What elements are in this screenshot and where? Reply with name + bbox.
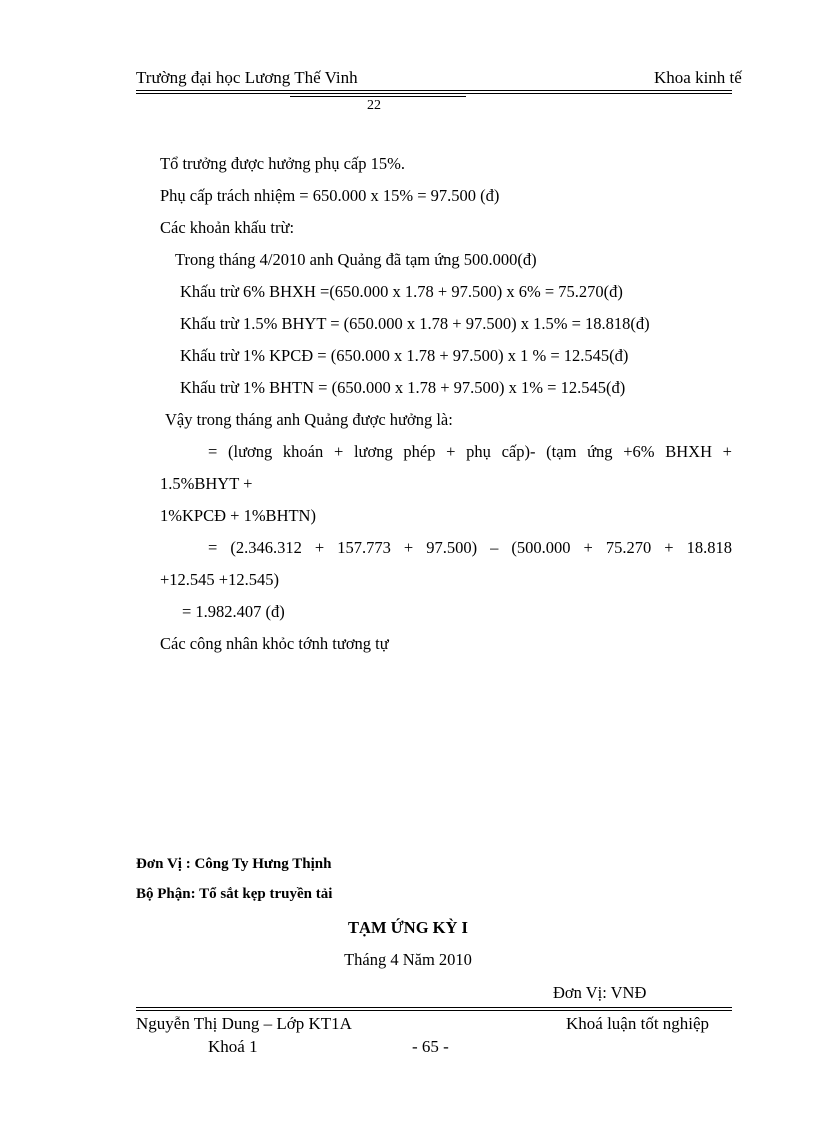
footer-author: Nguyễn Thị Dung – Lớp KT1A — [136, 1014, 352, 1033]
body-line: 1%KPCĐ + 1%BHTN) — [160, 506, 316, 525]
body-line: Tổ trưởng được hưởng phụ cấp 15%. — [160, 154, 406, 173]
body-line: Phụ cấp trách nhiệm = 650.000 x 15% = 97.500 (đ) — [160, 186, 500, 205]
body-line: +12.545 +12.545) — [160, 570, 279, 589]
table-title: TẠM ỨNG KỲ I — [348, 918, 468, 937]
body-line: = (lương khoán + lương phép + phụ cấp)- (tạm ứng +6% BHXH + — [208, 442, 732, 461]
body-line: Vậy trong tháng anh Quảng được hưởng là: — [165, 410, 453, 429]
header-page-ref: 22 — [367, 98, 381, 113]
body-line: Khấu trừ 1.5% BHYT = (650.000 x 1.78 + 97.500) x 1.5% = 18.818(đ) — [180, 314, 650, 333]
body-line: = 1.982.407 (đ) — [182, 602, 285, 621]
body-line: Các công nhân khỏc tớnh tương tự — [160, 634, 389, 653]
body-line: Các khoản khấu trừ: — [160, 218, 295, 237]
body-line: Khấu trừ 1% KPCĐ = (650.000 x 1.78 + 97.500) x 1 % = 12.545(đ) — [180, 346, 629, 365]
header-faculty-name: Khoa kinh tế — [654, 68, 742, 87]
unit-label: Đơn Vị : Công Ty Hưng Thịnh — [136, 856, 332, 872]
header-short-rule — [290, 96, 466, 97]
body-line: Khấu trừ 6% BHXH =(650.000 x 1.78 + 97.500) x 6% = 75.270(đ) — [180, 282, 623, 301]
footer-page-number: - 65 - — [412, 1037, 449, 1056]
header-school-name: Trường đại học Lương Thế Vinh — [136, 68, 358, 87]
footer-rule — [136, 1007, 732, 1011]
table-period: Tháng 4 Năm 2010 — [344, 950, 472, 969]
body-line: = (2.346.312 + 157.773 + 97.500) – (500.000 + 75.270 + 18.818 — [208, 538, 732, 557]
body-line: Khấu trừ 1% BHTN = (650.000 x 1.78 + 97.500) x 1% = 12.545(đ) — [180, 378, 626, 397]
body-line: 1.5%BHYT + — [160, 474, 253, 493]
currency-label: Đơn Vị: VNĐ — [553, 983, 647, 1002]
header-rule — [136, 90, 732, 94]
footer-thesis: Khoá luận tốt nghiệp — [566, 1014, 710, 1033]
department-label: Bộ Phận: Tổ sắt kẹp truyền tải — [136, 886, 333, 902]
footer-course: Khoá 1 — [208, 1037, 258, 1056]
body-line: Trong tháng 4/2010 anh Quảng đã tạm ứng 500.000(đ) — [175, 250, 537, 269]
